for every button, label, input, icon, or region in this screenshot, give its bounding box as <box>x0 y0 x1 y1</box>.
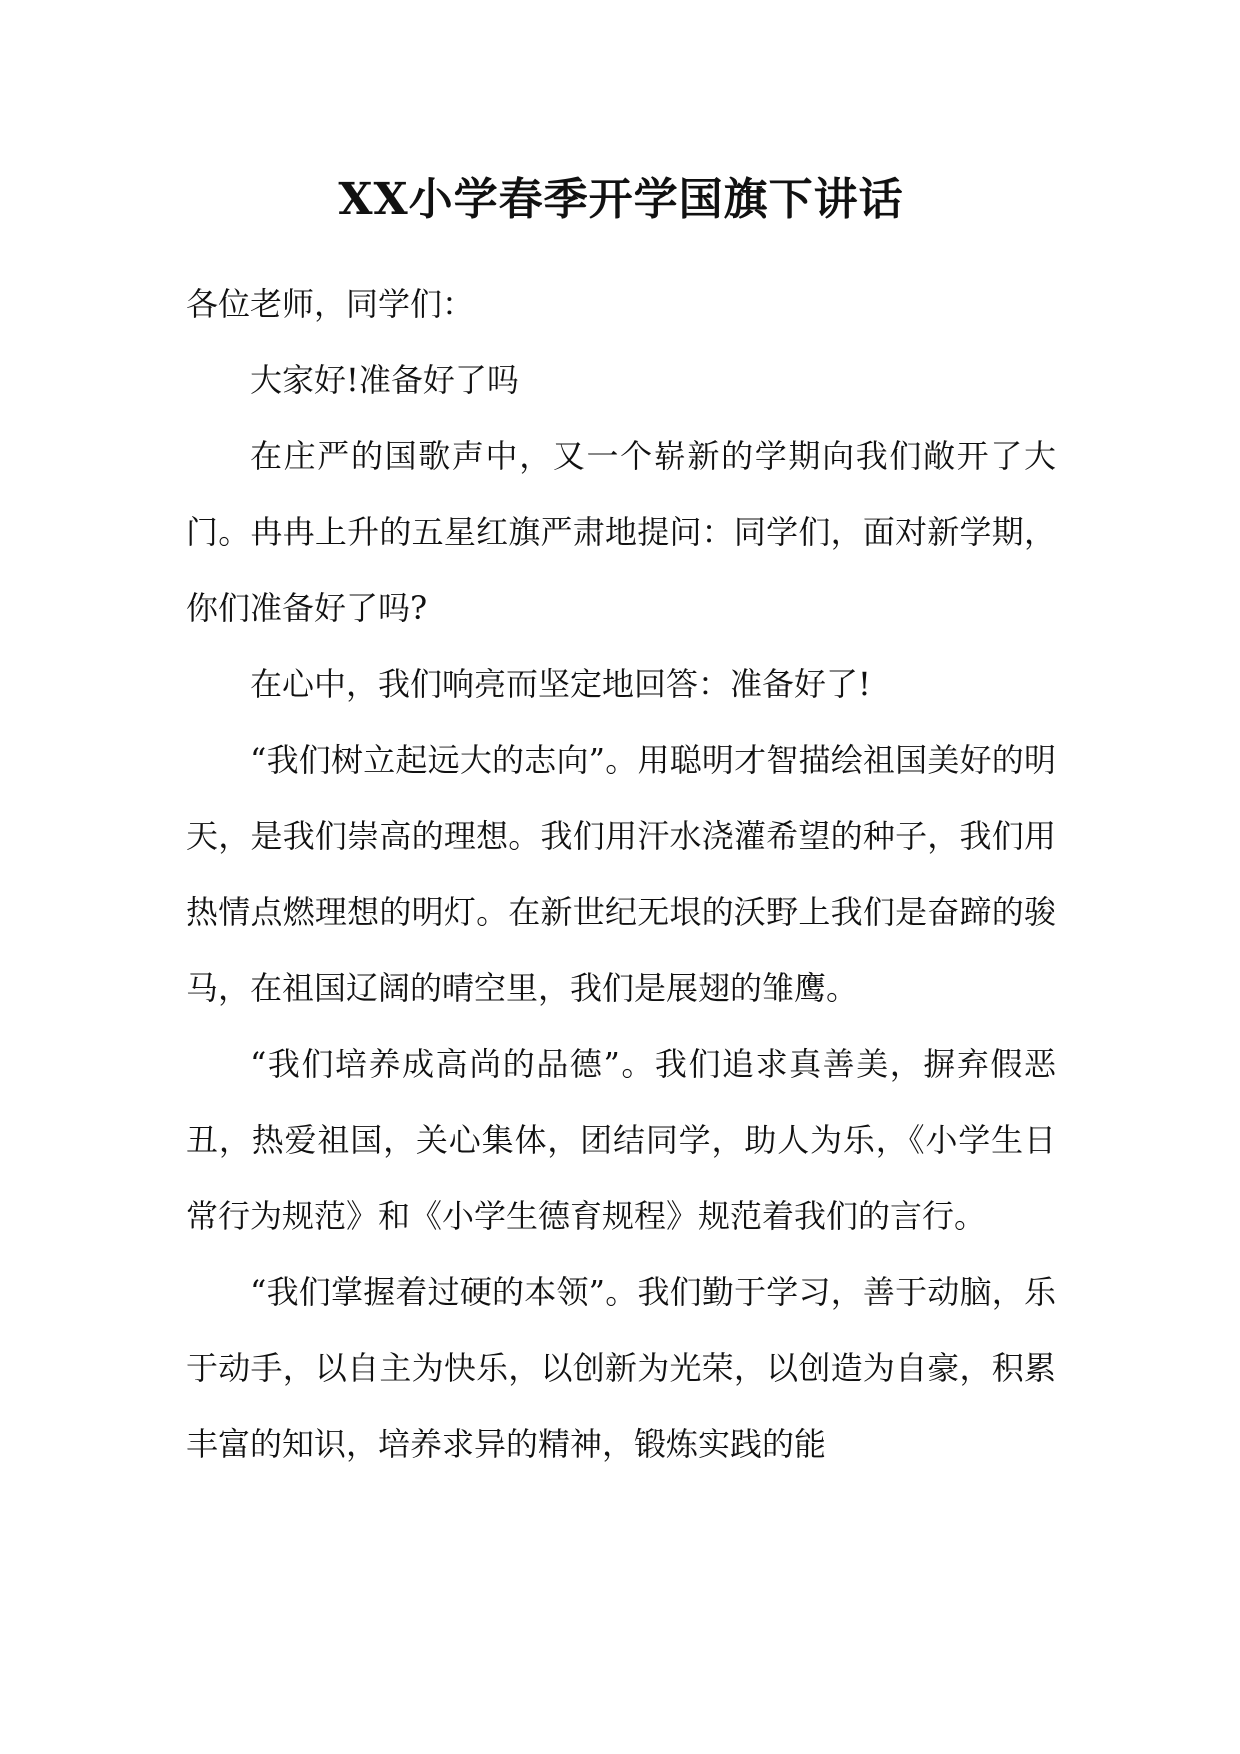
document-body <box>186 170 1056 1482</box>
greeting-paragraph: 各位老师，同学们： <box>186 285 475 323</box>
body-paragraph: 在庄严的国歌声中，又一个崭新的学期向我们敞开了大门。冉冉上升的五星红旗严肃地提问：同学们，面对新学期，你们准备好了吗? <box>186 437 1056 627</box>
document-title: XX小学春季开学国旗下讲话 <box>338 174 904 225</box>
body-paragraph: 大家好!准备好了吗 <box>250 361 519 399</box>
body-paragraph: “我们树立起远大的志向”。用聪明才智描绘祖国美好的明天，是我们崇高的理想。我们用汗水浇灌希望的种子，我们用热情点燃理想的明灯。在新世纪无垠的沃野上我们是奋蹄的骏马，在祖国辽阔的晴空里，我们是展翅的雏鹰。 <box>186 741 1056 1007</box>
body-paragraph: “我们培养成高尚的品德”。我们追求真善美，摒弃假恶丑，热爱祖国，关心集体，团结同学，助人为乐，《小学生日常行为规范》和《小学生德育规程》规范着我们的言行。 <box>186 1045 1056 1235</box>
body-paragraph: 在心中，我们响亮而坚定地回答：准备好了! <box>250 665 871 703</box>
body-paragraph: “我们掌握着过硬的本领”。我们勤于学习，善于动脑，乐于动手，以自主为快乐，以创新为光荣，以创造为自豪，积累丰富的知识，培养求异的精神，锻炼实践的能 <box>186 1273 1056 1463</box>
